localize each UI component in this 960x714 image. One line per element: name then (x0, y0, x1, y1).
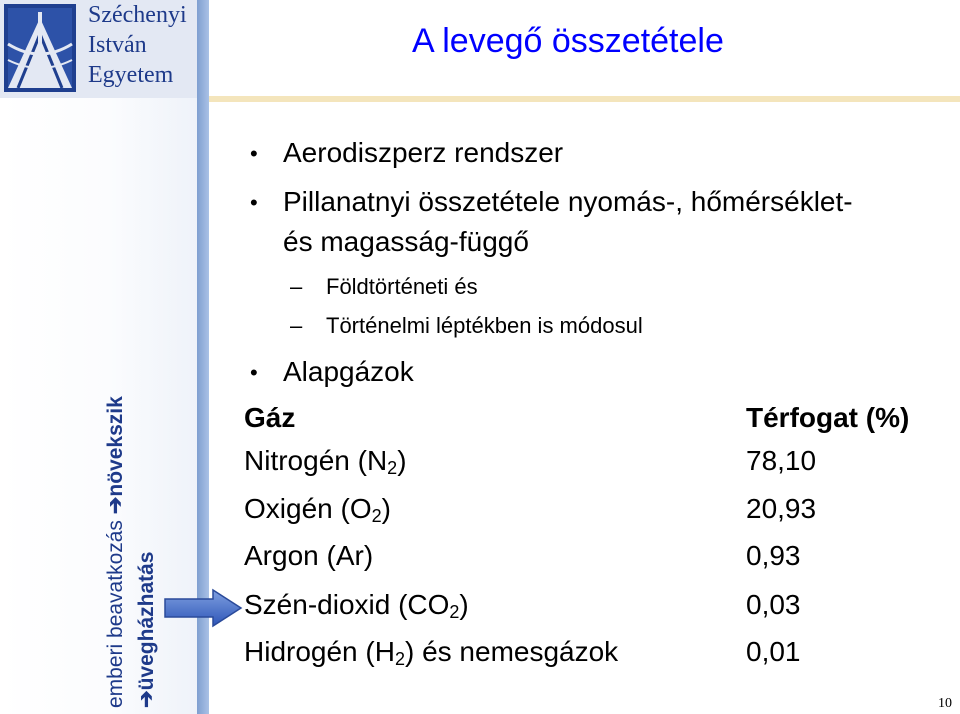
table-cell-value: 0,03 (746, 589, 801, 620)
horizontal-accent-bar (209, 96, 960, 102)
dash-icon: – (290, 313, 303, 338)
bullet-dot-icon: • (250, 190, 258, 215)
logo-emblem-icon (4, 4, 76, 92)
bullet-item: • Aerodiszperz rendszer (283, 137, 563, 169)
table-header (244, 402, 944, 438)
bullet-dot-icon: • (250, 360, 258, 385)
bullet-item: • Pillanatnyi összetétele nyomás-, hőmérséklet- (283, 186, 853, 218)
bullet-item-continuation: és magasság-függő (283, 226, 529, 257)
table-cell-value: 0,93 (746, 540, 801, 571)
logo-text-line1: Széchenyi (88, 2, 187, 28)
table-row (244, 636, 944, 672)
sidebar-note-line1: emberi beavatkozás ➔növekszik (104, 396, 127, 708)
bullet-dot-icon: • (250, 141, 258, 166)
slide-title: A levegő összetétele (412, 22, 724, 60)
dash-icon: – (290, 274, 303, 299)
sidebar-note-line2: ➔üvegházhatás (135, 551, 158, 708)
logo-text-line2: István (88, 32, 147, 58)
page-number: 10 (938, 696, 952, 711)
table-cell-gas: Szén-dioxid $(CO_2)$ (244, 589, 469, 622)
table-header-volume: Térfogat (%) (746, 402, 910, 433)
arrow-icon: ➔ (104, 496, 127, 515)
logo-text-line3: Egyetem (88, 62, 174, 88)
arrow-icon: ➔ (135, 690, 158, 708)
table-cell-gas: Nitrogén $(N_2)$ (244, 445, 407, 478)
table-cell-value: 0,01 (746, 636, 801, 667)
university-logo (0, 0, 197, 98)
table-cell-gas: Oxigén $(O_2)$ (244, 493, 391, 526)
table-row (244, 589, 944, 625)
table-cell-value: 20,93 (746, 493, 817, 524)
table-cell-gas: Argon (Ar) (244, 540, 374, 571)
pointer-arrow-icon (163, 588, 243, 628)
bullet-item: • Alapgázok (283, 356, 414, 388)
table-row (244, 493, 944, 529)
table-header-gas: Gáz (244, 402, 296, 433)
table-cell-gas: Hidrogén $(H_2)$ és nemesgázok (244, 636, 619, 669)
sub-bullet-item: – Földtörténeti és (290, 274, 478, 299)
table-row (244, 445, 944, 481)
sub-bullet-item: – Történelmi léptékben is módosul (290, 313, 643, 338)
table-cell-value: 78,10 (746, 445, 817, 476)
table-row (244, 540, 944, 576)
